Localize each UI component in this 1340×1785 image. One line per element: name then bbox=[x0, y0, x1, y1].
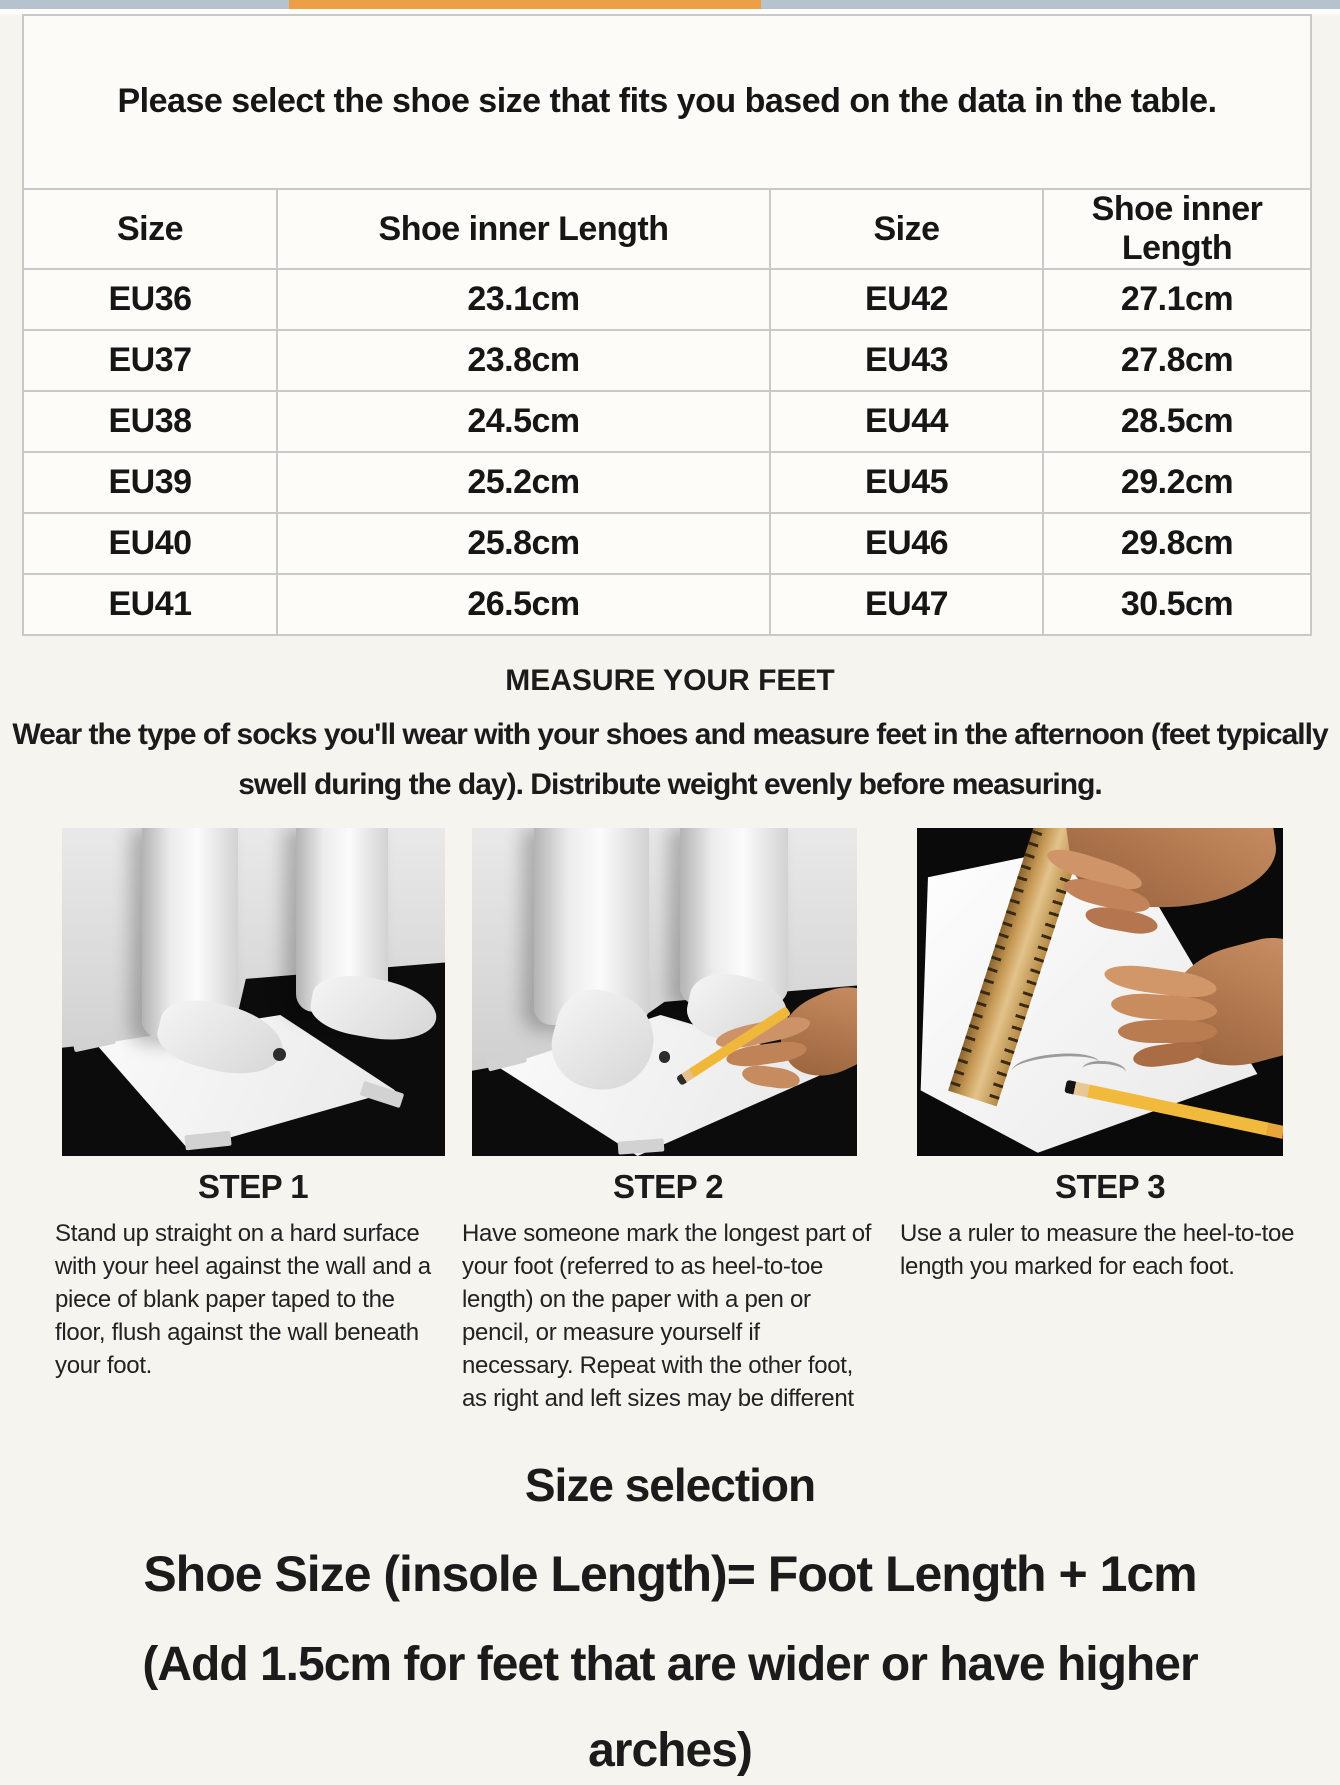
length-cell: 24.5cm bbox=[277, 391, 770, 452]
measure-feet-intro: Wear the type of socks you'll wear with your shoes and measure feet in the afternoon (feet typically swell during the day). Distribute weight evenly before measuring. bbox=[12, 718, 1328, 801]
size-cell: EU36 bbox=[23, 269, 277, 330]
size-cell: EU37 bbox=[23, 330, 277, 391]
step1-photo bbox=[62, 828, 445, 1156]
size-cell: EU42 bbox=[770, 269, 1043, 330]
shoe-size-table bbox=[22, 14, 1312, 636]
size-cell: EU39 bbox=[23, 452, 277, 513]
table-row bbox=[23, 574, 1311, 635]
size-cell: EU38 bbox=[23, 391, 277, 452]
length-cell: 28.5cm bbox=[1043, 391, 1311, 452]
size-formula: Shoe Size (insole Length)= Foot Length + 1cm bbox=[143, 1546, 1197, 1602]
length-cell: 29.2cm bbox=[1043, 452, 1311, 513]
size-cell: EU41 bbox=[23, 574, 277, 635]
horizontal-scrollbar-thumb[interactable] bbox=[289, 0, 761, 9]
size-cell: EU45 bbox=[770, 452, 1043, 513]
step1-block bbox=[55, 1168, 451, 1382]
table-row bbox=[23, 513, 1311, 574]
length-cell: 23.1cm bbox=[277, 269, 770, 330]
size-cell: EU46 bbox=[770, 513, 1043, 574]
size-selection-heading: Size selection bbox=[524, 1459, 816, 1511]
step3-text: Use a ruler to measure the heel-to-toe length you marked for each foot. bbox=[900, 1220, 1295, 1280]
col-header-length-1: Shoe inner Length bbox=[277, 189, 770, 269]
size-cell: EU40 bbox=[23, 513, 277, 574]
length-cell: 26.5cm bbox=[277, 574, 770, 635]
step2-text: Have someone mark the longest part of your foot (referred to as heel-to-toe length) on the paper with a pen or pencil, or measure yourself if necessary. Repeat with the other foot, as right and left sizes may be different bbox=[462, 1220, 872, 1412]
step3-caption: STEP 3 bbox=[1054, 1168, 1166, 1205]
finger bbox=[1118, 1020, 1217, 1043]
step1-caption: STEP 1 bbox=[197, 1168, 309, 1205]
col-header-size-2: Size bbox=[770, 189, 1043, 269]
length-cell: 27.8cm bbox=[1043, 330, 1311, 391]
col-header-size-1: Size bbox=[23, 189, 277, 269]
table-row bbox=[23, 269, 1311, 330]
step1-text: Stand up straight on a hard surface with your heel against the wall and a piece of blank paper taped to the floor, flush against the wall beneath your foot. bbox=[55, 1220, 431, 1379]
size-cell: EU43 bbox=[770, 330, 1043, 391]
length-cell: 23.8cm bbox=[277, 330, 770, 391]
pen-mark-dot bbox=[273, 1048, 286, 1061]
table-row bbox=[23, 330, 1311, 391]
size-cell: EU47 bbox=[770, 574, 1043, 635]
measure-feet-heading: MEASURE YOUR FEET bbox=[505, 664, 835, 697]
step2-photo bbox=[472, 828, 857, 1156]
col-header-length-2: Shoe inner Length bbox=[1043, 189, 1311, 269]
step2-block bbox=[462, 1168, 874, 1415]
tape-piece bbox=[618, 1138, 665, 1154]
size-table-title: Please select the shoe size that fits you based on the data in the table. bbox=[23, 15, 1311, 189]
step3-block bbox=[900, 1168, 1320, 1283]
length-cell: 27.1cm bbox=[1043, 269, 1311, 330]
table-row bbox=[23, 391, 1311, 452]
length-cell: 29.8cm bbox=[1043, 513, 1311, 574]
size-cell: EU44 bbox=[770, 391, 1043, 452]
length-cell: 25.2cm bbox=[277, 452, 770, 513]
step3-photo bbox=[917, 828, 1283, 1156]
pen-mark-dot bbox=[659, 1051, 671, 1062]
step2-caption: STEP 2 bbox=[612, 1168, 724, 1205]
table-row bbox=[23, 452, 1311, 513]
length-cell: 25.8cm bbox=[277, 513, 770, 574]
size-formula-note: (Add 1.5cm for feet that are wider or have higher arches) bbox=[142, 1638, 1198, 1777]
length-cell: 30.5cm bbox=[1043, 574, 1311, 635]
